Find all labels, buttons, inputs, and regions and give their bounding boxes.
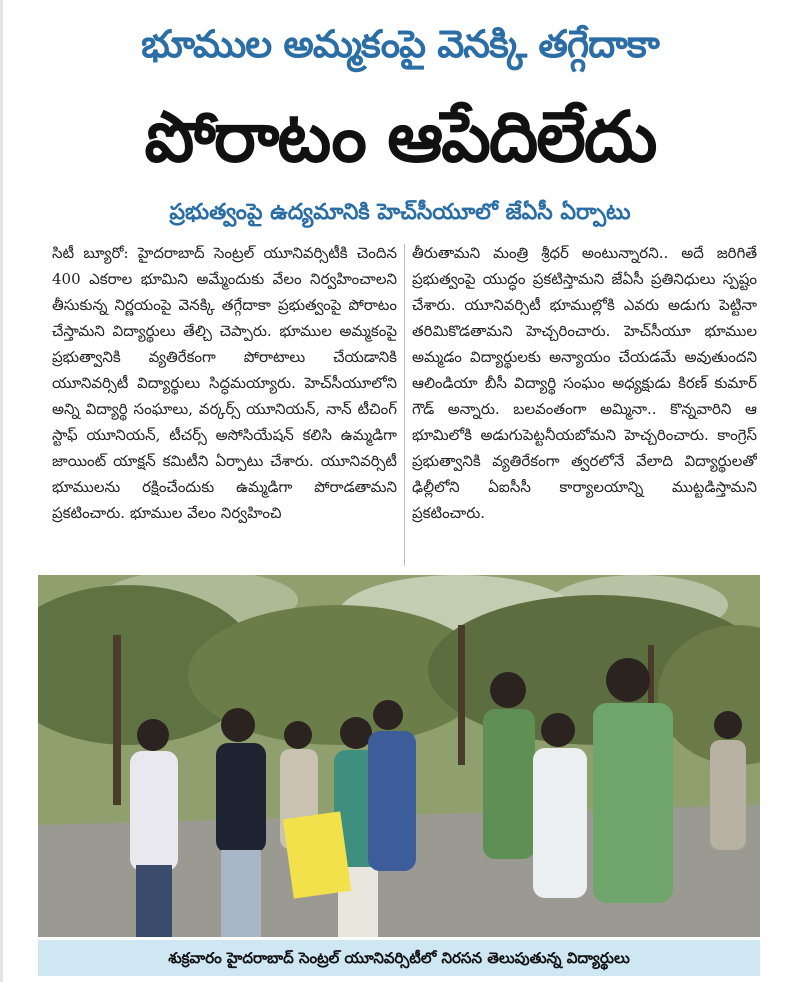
article-column-right: తీరుతామని మంత్రి శ్రీధర్ అంటున్నారని.. అదే జరిగితే ప్రభుత్వంపై యుద్ధం ప్రకటిస్తామని జేఏసీ ప్రతినిధులు స్పష్టం చేశారు. యూనివర్సిటీ భూముల్లోకి ఎవరు అడుగు పెట్టినా తరిమికొడతామని హెచ్చరించారు. హెచ్‌సీయూ భూముల అమ్మడం విద్యార్థులకు అన్యాయం చేయడమే అవుతుందని ఆలిండియా బీసీ విద్యార్థి సంఘం అధ్యక్షుడు కిరణ్ కుమార్ గౌడ్ అన్నారు. బలవంతంగా అమ్మినా.. కొన్నవారిని ఆ భూమిలోకి అడుగుపెట్టనీయబోమని హెచ్చరించారు. కాంగ్రెస్ ప్రభుత్వానికి వ్యతిరేకంగా త్వరలోనే వేలాది విద్యార్థులతో ఢిల్లీలోని ఏఐసీసీ కార్యాలయాన్ని ముట్టడిస్తామని ప్రకటించారు. — [412, 244, 757, 522]
protest-photo — [38, 575, 760, 937]
column-divider — [404, 244, 405, 566]
photo-caption: శుక్రవారం హైదరాబాద్ సెంట్రల్ యూనివర్సిటీలో నిరసన తెలుపుతున్న విద్యార్థులు — [38, 940, 760, 976]
kicker-line: భూముల అమ్మకంపై వెనక్కి తగ్గేదాకా — [141, 22, 659, 66]
subheadline: ప్రభుత్వంపై ఉద్యమానికి హెచ్‌సీయూలో జేఏసీ ఏర్పాటు — [169, 200, 631, 225]
headline: పోరాటం ఆపేదిలేదు — [144, 96, 656, 178]
article-column-left: సిటీ బ్యూరో: హైదరాబాద్ సెంట్రల్ యూనివర్సిటీకి చెందిన 400 ఎకరాల భూమిని అమ్మేందుకు వేలం నిర్వహించాలని తీసుకున్న నిర్ణయంపై వెనక్కి తగ్గేదాకా ప్రభుత్వంపై పోరాటం చేస్తామని విద్యార్థులు తేల్చి చెప్పారు. భూముల అమ్మకంపై ప్రభుత్వానికి వ్యతిరేకంగా పోరాటాలు చేయడానికి యూనివర్సిటీ విద్యార్థులు సిద్ధమయ్యారు. హెచ్‌సీయూలోని అన్ని విద్యార్థి సంఘాలు, వర్కర్స్ యూనియన్, నాన్ టీచింగ్ స్టాఫ్ యూనియన్, టీచర్స్ అసోసియేషన్ కలిసి ఉమ్మడిగా జాయింట్ యాక్షన్ కమిటీని ఏర్పాటు చేశారు. యూనివర్సిటీ భూములను రక్షించేందుకు ఉమ్మడిగా పోరాడతామని ప్రకటించారు. భూముల వేలం నిర్వహించి — [52, 244, 397, 522]
